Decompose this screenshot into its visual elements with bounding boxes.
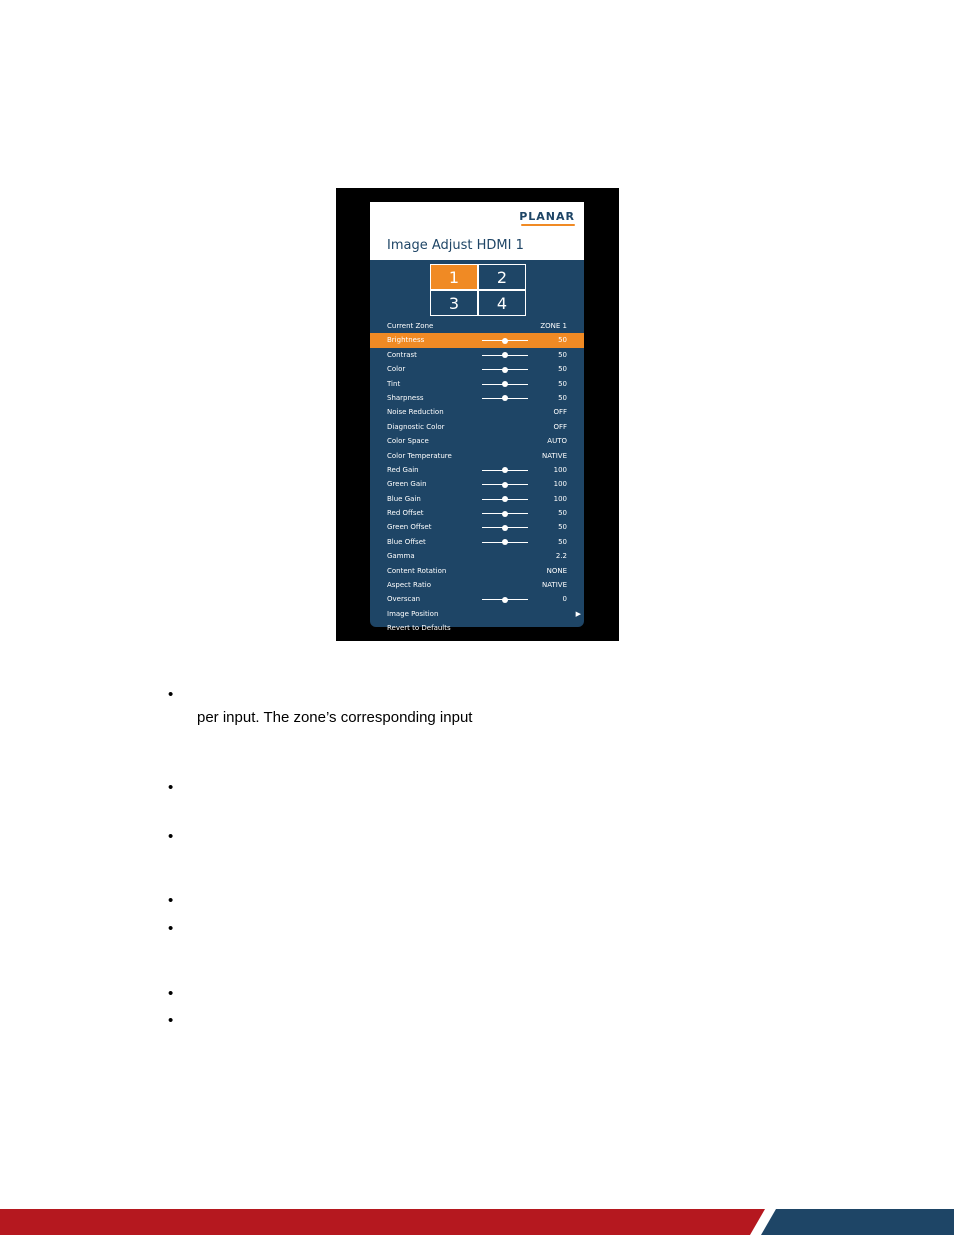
zone-4-button[interactable]: 4 <box>478 290 526 316</box>
setting-value: AUTO <box>547 437 567 446</box>
setting-row[interactable] <box>370 549 584 563</box>
setting-row[interactable] <box>370 520 584 534</box>
setting-slider[interactable] <box>482 398 528 399</box>
setting-label: Aspect Ratio <box>387 581 431 590</box>
setting-value: 50 <box>558 509 567 518</box>
setting-value: 50 <box>558 537 567 546</box>
setting-slider[interactable] <box>482 484 528 485</box>
setting-label: Color Temperature <box>387 451 452 460</box>
setting-row[interactable] <box>370 391 584 405</box>
setting-label: Content Rotation <box>387 566 447 575</box>
bullet-point: • <box>168 1012 174 1029</box>
setting-label: Tint <box>387 379 401 388</box>
slider-knob[interactable] <box>502 467 508 473</box>
setting-label: Sharpness <box>387 393 424 402</box>
slider-knob[interactable] <box>502 496 508 502</box>
setting-row[interactable] <box>370 463 584 477</box>
setting-label: Current Zone <box>387 322 434 330</box>
setting-row[interactable] <box>370 506 584 520</box>
setting-row[interactable] <box>370 578 584 592</box>
setting-value: NONE <box>546 566 567 575</box>
setting-label: Brightness <box>387 336 425 345</box>
setting-label: Gamma <box>387 552 415 561</box>
setting-value: 50 <box>558 336 567 345</box>
osd-screenshot <box>336 188 619 641</box>
setting-value: 2.2 <box>555 552 567 561</box>
bullet-point: • <box>168 828 174 845</box>
setting-row[interactable] <box>370 477 584 491</box>
zone-2-button[interactable]: 2 <box>478 264 526 290</box>
setting-slider[interactable] <box>482 470 528 471</box>
slider-knob[interactable] <box>502 539 508 545</box>
setting-label: Red Offset <box>387 509 424 518</box>
planar-logo: PLANAR <box>519 210 575 223</box>
setting-slider[interactable] <box>482 542 528 543</box>
setting-value: NATIVE <box>541 451 567 460</box>
setting-label: Red Gain <box>387 465 419 474</box>
setting-label: Noise Reduction <box>387 408 444 417</box>
slider-knob[interactable] <box>502 338 508 344</box>
setting-row[interactable] <box>370 621 584 635</box>
slider-knob[interactable] <box>502 597 508 603</box>
bullet-point: • <box>168 686 174 703</box>
setting-value: 100 <box>553 465 567 474</box>
setting-slider[interactable] <box>482 369 528 370</box>
footer-red-band <box>0 1209 765 1235</box>
setting-row[interactable] <box>370 405 584 419</box>
setting-value: OFF <box>553 422 567 431</box>
setting-row[interactable] <box>370 449 584 463</box>
menu-title: Image Adjust HDMI 1 <box>387 238 524 253</box>
submenu-arrow-icon: ▶ <box>575 609 581 618</box>
slider-knob[interactable] <box>502 511 508 517</box>
slider-knob[interactable] <box>502 381 508 387</box>
setting-slider[interactable] <box>482 527 528 528</box>
bullet-point: • <box>168 892 174 909</box>
setting-row[interactable] <box>370 362 584 376</box>
setting-row[interactable] <box>370 564 584 578</box>
setting-value: 100 <box>553 480 567 489</box>
bullet-point: • <box>168 985 174 1002</box>
setting-label: Overscan <box>387 595 421 604</box>
slider-knob[interactable] <box>502 367 508 373</box>
setting-slider[interactable] <box>482 355 528 356</box>
setting-label: Blue Offset <box>387 537 426 546</box>
setting-value: 50 <box>558 379 567 388</box>
setting-value: ZONE 1 <box>540 322 567 330</box>
bullet-point: • <box>168 920 174 937</box>
setting-value: 100 <box>553 494 567 503</box>
settings-list <box>370 319 584 636</box>
setting-row[interactable] <box>370 592 584 606</box>
setting-row[interactable] <box>370 535 584 549</box>
setting-value: 50 <box>558 350 567 359</box>
setting-value: 0 <box>562 595 567 604</box>
zone-3-button[interactable]: 3 <box>430 290 478 316</box>
setting-slider[interactable] <box>482 499 528 500</box>
setting-row[interactable] <box>370 377 584 391</box>
setting-label: Color Space <box>387 437 429 446</box>
image-adjust-menu <box>370 202 584 633</box>
setting-slider[interactable] <box>482 599 528 600</box>
setting-value: NATIVE <box>541 581 567 590</box>
zone-1-button[interactable]: 1 <box>430 264 478 290</box>
setting-value: OFF <box>553 408 567 417</box>
bullet-text-fragment: per input. The zone’s corresponding input <box>197 709 473 726</box>
slider-knob[interactable] <box>502 352 508 358</box>
setting-value: 50 <box>558 523 567 532</box>
footer-bar <box>0 1209 954 1235</box>
setting-slider[interactable] <box>482 340 528 341</box>
setting-row[interactable] <box>370 348 584 362</box>
slider-knob[interactable] <box>502 525 508 531</box>
setting-row[interactable] <box>370 607 584 621</box>
setting-label: Image Position <box>387 609 439 618</box>
setting-slider[interactable] <box>482 513 528 514</box>
setting-row[interactable] <box>370 492 584 506</box>
setting-label: Green Offset <box>387 523 432 532</box>
setting-slider[interactable] <box>482 384 528 385</box>
setting-label: Diagnostic Color <box>387 422 445 431</box>
setting-row[interactable] <box>370 434 584 448</box>
setting-label: Blue Gain <box>387 494 421 503</box>
setting-row[interactable] <box>370 420 584 434</box>
menu-header <box>370 202 584 260</box>
setting-label: Color <box>387 365 406 374</box>
setting-label: Revert to Defaults <box>387 624 451 633</box>
setting-row[interactable] <box>370 319 584 333</box>
bullet-point: • <box>168 779 174 796</box>
logo-swoosh <box>521 224 575 226</box>
setting-value: 50 <box>558 365 567 374</box>
setting-value: 50 <box>558 393 567 402</box>
zone-grid <box>430 264 526 316</box>
setting-row[interactable] <box>370 333 584 347</box>
setting-label: Contrast <box>387 350 417 359</box>
slider-knob[interactable] <box>502 395 508 401</box>
footer-navy-band <box>761 1209 954 1235</box>
setting-label: Green Gain <box>387 480 427 489</box>
slider-knob[interactable] <box>502 482 508 488</box>
